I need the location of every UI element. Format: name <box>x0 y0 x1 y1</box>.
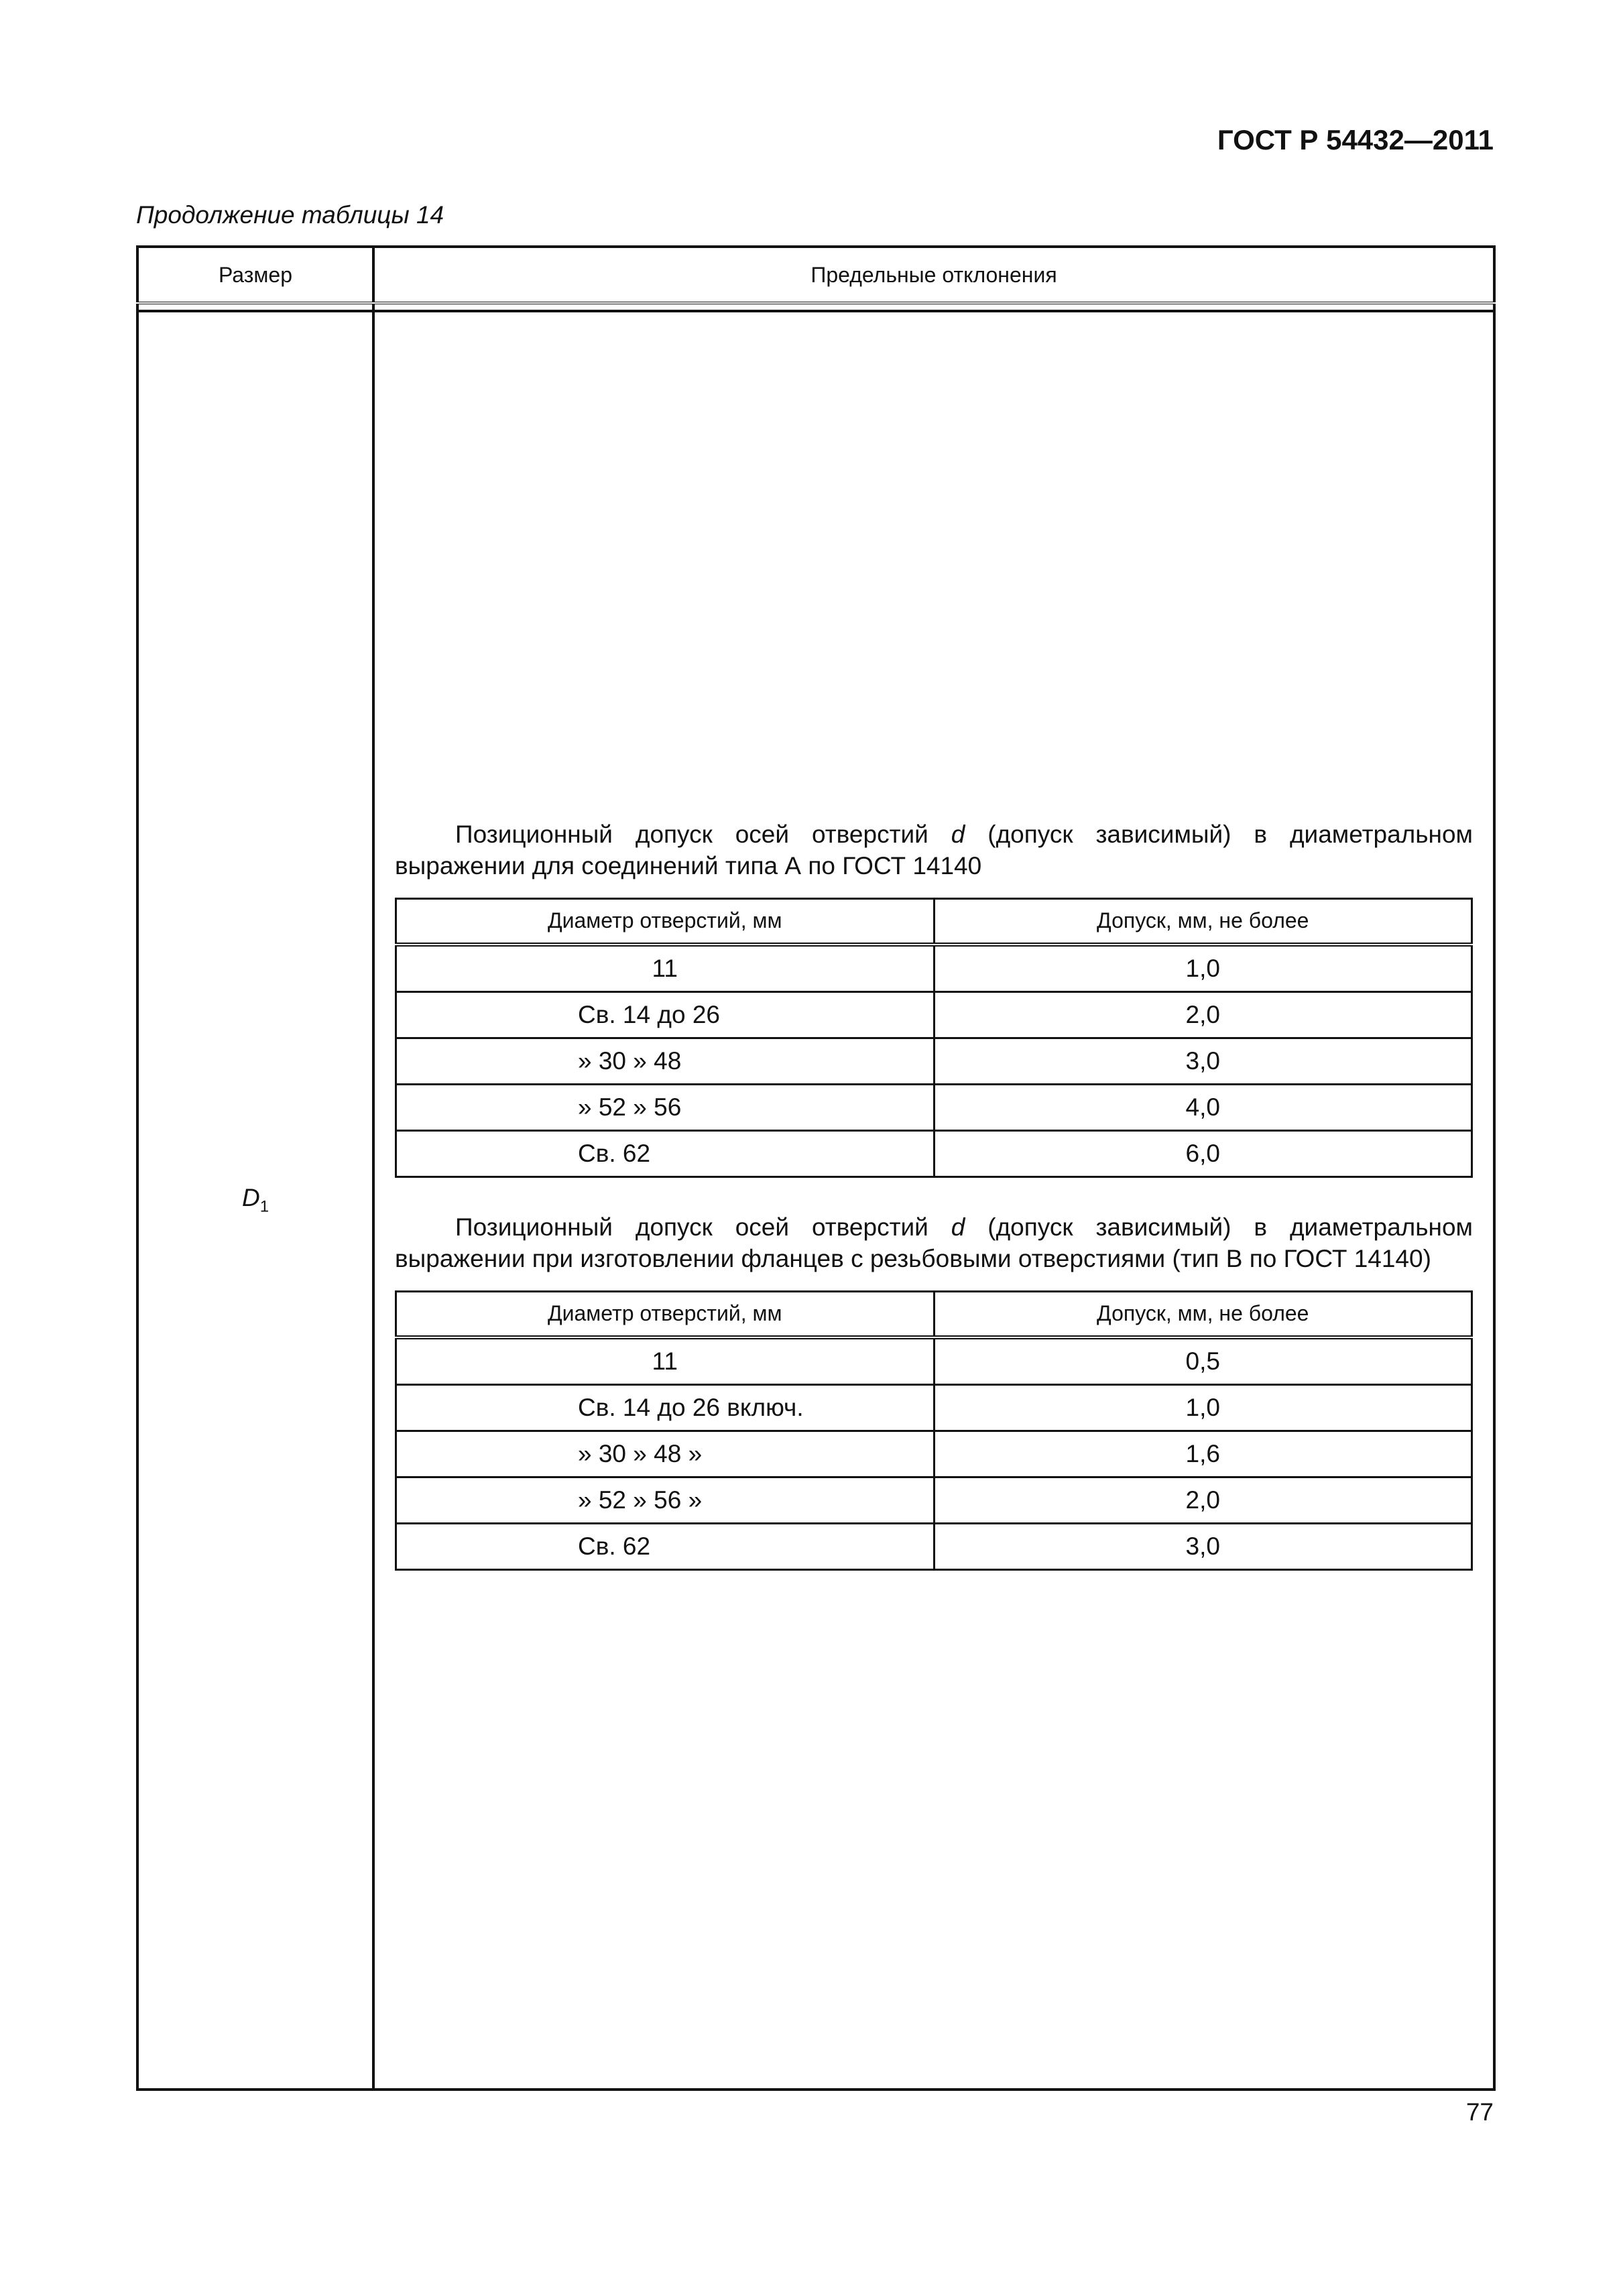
col-hole-diameter: Диаметр отверстий, мм <box>396 898 935 945</box>
table-row <box>396 1477 1472 1523</box>
continuation-title: Продолжение таблицы 14 <box>136 201 444 229</box>
tolerance-table <box>136 245 1496 2091</box>
table-header-row <box>137 247 1494 303</box>
table-row <box>396 945 1472 992</box>
cell-hole-diameter: 11 <box>396 1337 935 1385</box>
table-row <box>396 1337 1472 1385</box>
col-tolerance: Допуск, мм, не более <box>934 898 1472 945</box>
table-row <box>396 1084 1472 1130</box>
col-tolerance: Допуск, мм, не более <box>934 1291 1472 1337</box>
cell-hole-diameter: 11 <box>396 945 935 992</box>
cell-hole-diameter: Св. 14 до 26 включ. <box>396 1384 935 1431</box>
cell-hole-diameter: Св. 62 <box>396 1523 935 1569</box>
row-label-d1: $D_1$ <box>137 311 373 2090</box>
header-size: Размер <box>137 247 373 303</box>
cell-tolerance: 3,0 <box>934 1038 1472 1084</box>
d1-paragraph-type-a: Позиционный допуск осей отверстий d (допуск зависимый) в диаметральном выражении для соединений типа А по ГОСТ 14140 <box>395 820 1473 880</box>
table-row-d1 <box>137 311 1494 2090</box>
d1-subtable-type-b <box>395 1290 1473 1571</box>
cell-tolerance: 1,0 <box>934 1384 1472 1431</box>
table-row <box>396 1431 1472 1477</box>
standard-number: ГОСТ Р 54432—2011 <box>1217 124 1494 156</box>
cell-hole-diameter: Св. 14 до 26 <box>396 991 935 1038</box>
header-deviations: Предельные отклонения <box>373 247 1494 303</box>
cell-tolerance: 2,0 <box>934 991 1472 1038</box>
cell-tolerance: 2,0 <box>934 1477 1472 1523</box>
page-number: 77 <box>1465 2098 1494 2126</box>
cell-tolerance: 0,5 <box>934 1337 1472 1385</box>
d1-paragraph-type-b: Позиционный допуск осей отверстий d (допуск зависимый) в диаметральном выражении при изготовлении фланцев с резьбовыми отверстиями (тип В по ГОСТ 14140) <box>395 1213 1473 1272</box>
table-row <box>396 1130 1472 1176</box>
cell-tolerance: 4,0 <box>934 1084 1472 1130</box>
cell-tolerance: 3,0 <box>934 1523 1472 1569</box>
cell-hole-diameter: Св. 62 <box>396 1130 935 1176</box>
d1-subtable-type-a <box>395 898 1473 1178</box>
cell-hole-diameter: » 52 » 56 » <box>396 1477 935 1523</box>
cell-hole-diameter: » 30 » 48 <box>396 1038 935 1084</box>
col-hole-diameter: Диаметр отверстий, мм <box>396 1291 935 1337</box>
cell-hole-diameter: » 52 » 56 <box>396 1084 935 1130</box>
cell-tolerance: 1,0 <box>934 945 1472 992</box>
header-separator <box>137 303 1494 311</box>
table-row <box>396 991 1472 1038</box>
cell-hole-diameter: » 30 » 48 » <box>396 1431 935 1477</box>
cell-tolerance: 6,0 <box>934 1130 1472 1176</box>
table-row <box>396 1523 1472 1569</box>
table-row <box>396 1384 1472 1431</box>
cell-tolerance: 1,6 <box>934 1431 1472 1477</box>
table-row <box>396 1038 1472 1084</box>
